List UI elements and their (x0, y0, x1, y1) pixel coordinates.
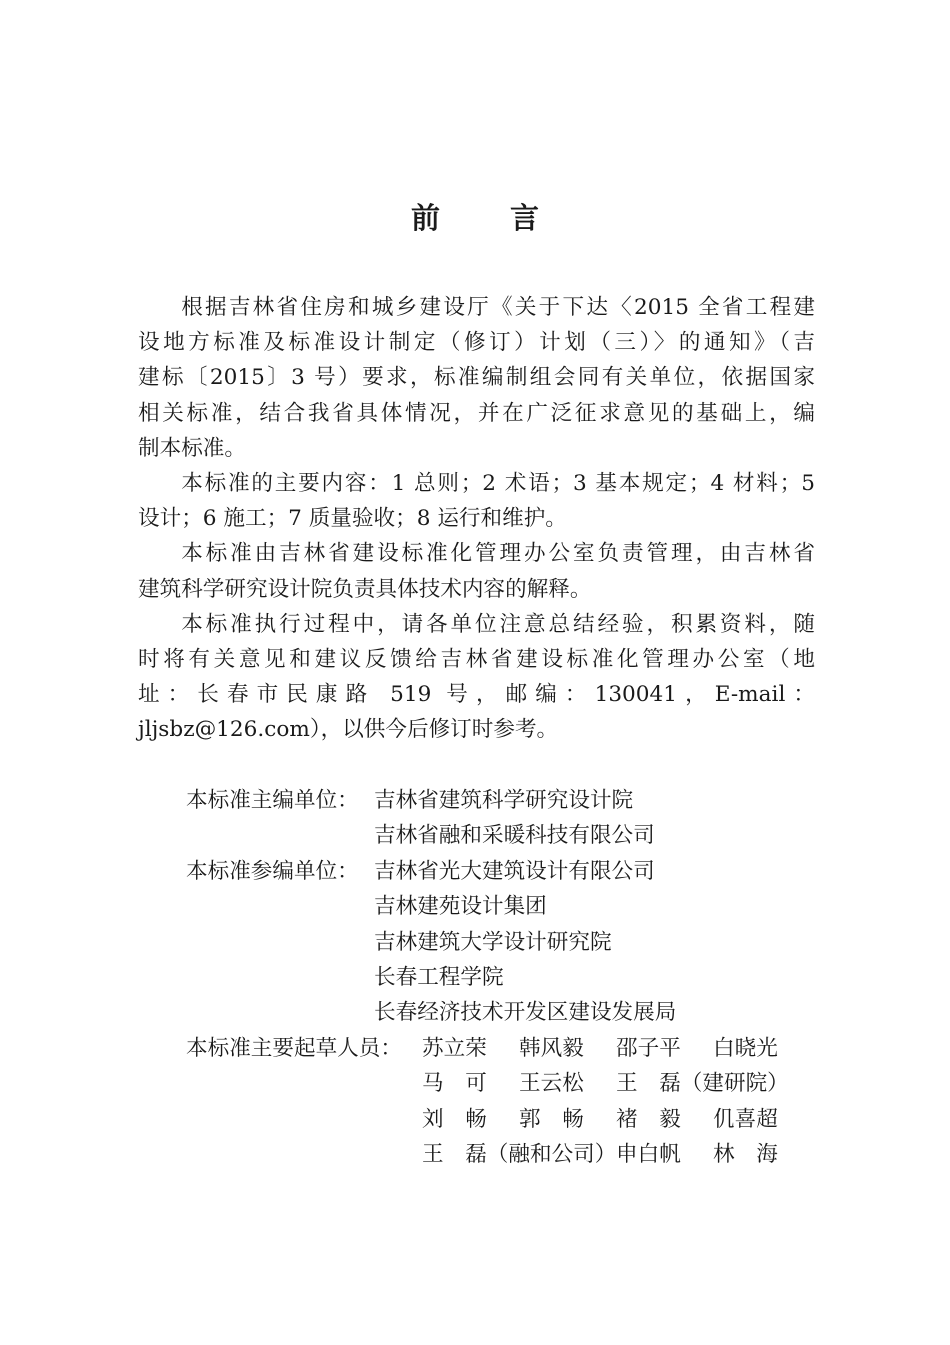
participating-unit-item: 吉林建苑设计集团 (374, 894, 547, 920)
drafter-name: 申白帆 (616, 1142, 681, 1168)
participating-unit-row (186, 960, 810, 995)
drafters-line (186, 1137, 810, 1172)
drafters-label: 本标准主要起草人员： (186, 1035, 402, 1061)
page-title: 前 言 (410, 201, 570, 235)
drafter-name: 林 海 (713, 1142, 778, 1168)
drafters-row (186, 1031, 810, 1066)
drafter-name: 褚 毅 (616, 1106, 681, 1132)
participating-unit-item: 吉林建筑大学设计研究院 (374, 929, 612, 955)
preface-body (138, 290, 815, 748)
chief-unit-row (186, 783, 810, 818)
participating-unit-row (186, 925, 810, 960)
text-line: jljsbz@126.com），以供今后修订时参考。 (138, 717, 559, 743)
text-line: 时将有关意见和建议反馈给吉林省建设标准化管理办公室（地 (138, 647, 815, 673)
participating-unit-row (186, 995, 810, 1030)
participating-unit-row (186, 854, 810, 889)
drafter-name: 苏立荣 (422, 1035, 487, 1061)
drafter-name: 王云松 (519, 1071, 584, 1097)
text-line: 址：长春市民康路 519 号，邮编：130041，E-mail： (138, 682, 815, 708)
participating-unit-item: 长春经济技术开发区建设发展局 (374, 1000, 677, 1026)
credits-section (186, 783, 810, 1172)
drafters-line (186, 1102, 810, 1137)
drafter-name: 韩风毅 (519, 1035, 584, 1061)
paragraph-contents (138, 466, 815, 536)
drafter-name: 白晓光 (713, 1035, 778, 1061)
drafter-name: 王 磊（建研院） (616, 1071, 789, 1097)
participating-unit-item: 吉林省光大建筑设计有限公司 (374, 858, 655, 884)
chief-units-label: 本标准主编单位： (186, 788, 359, 813)
text-line: 相关标准，结合我省具体情况，并在广泛征求意见的基础上，编 (138, 400, 815, 426)
text-line: 建筑科学研究设计院负责具体技术内容的解释。 (138, 576, 592, 602)
text-line: 本标准由吉林省建设标准化管理办公室负责管理，由吉林省 (181, 541, 815, 567)
chief-unit-row (186, 818, 810, 853)
paragraph-feedback (138, 607, 815, 748)
text-line: 建标〔2015〕3 号）要求，标准编制组会同有关单位，依据国家 (138, 365, 815, 391)
drafter-name: 马 可 (422, 1071, 487, 1097)
text-line: 制本标准。 (138, 435, 246, 461)
paragraph-management (138, 536, 815, 606)
drafters-line (422, 1031, 810, 1066)
participating-units-label: 本标准参编单位： (186, 858, 359, 884)
drafter-name: 郭 畅 (519, 1106, 584, 1132)
drafters-line (186, 1066, 810, 1101)
chief-unit-item: 吉林省建筑科学研究设计院 (374, 788, 634, 813)
paragraph-basis (138, 290, 815, 466)
participating-unit-row (186, 889, 810, 924)
text-line: 根据吉林省住房和城乡建设厅《关于下达〈2015 全省工程建 (181, 295, 815, 320)
text-line: 设地方标准及标准设计制定（修订）计划（三）〉的通知》（吉 (138, 330, 815, 356)
drafter-name: 王 磊（融和公司） (422, 1142, 617, 1168)
text-line: 设计；6 施工；7 质量验收；8 运行和维护。 (138, 506, 567, 532)
chief-unit-item: 吉林省融和采暖科技有限公司 (374, 823, 655, 849)
drafter-name: 仉喜超 (713, 1106, 778, 1132)
drafter-name: 邵子平 (616, 1035, 681, 1061)
text-line: 本标准执行过程中，请各单位注意总结经验，积累资料，随 (181, 611, 815, 637)
participating-unit-item: 长春工程学院 (374, 965, 504, 991)
drafter-name: 刘 畅 (422, 1106, 487, 1132)
text-line: 本标准的主要内容：1 总则；2 术语；3 基本规定；4 材料；5 (181, 471, 815, 497)
